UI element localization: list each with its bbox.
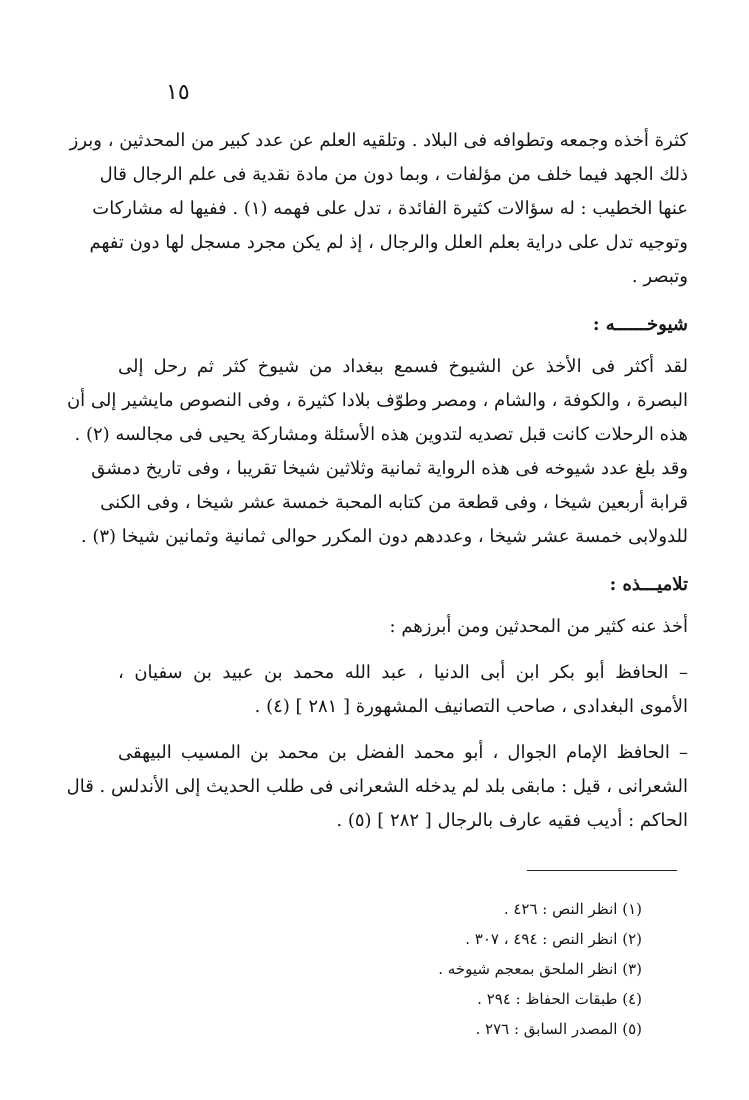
section-heading-talamidh: تلاميـــذه : bbox=[609, 574, 688, 595]
footnote-1: (١) انظر النص : ٤٢٦ . bbox=[503, 900, 642, 918]
footnote-2: (٢) انظر النص : ٤٩٤ ، ٣٠٧ . bbox=[465, 930, 642, 948]
footnote-3: (٣) انظر الملحق بمعجم شيوخه . bbox=[438, 960, 642, 978]
talamidh-intro: أخذ عنه كثير من المحدثين ومن أبرزهم : bbox=[389, 616, 688, 637]
student-entry-al-sharani bbox=[66, 736, 688, 838]
text-line: – الحافظ الإمام الجوال ، أبو محمد الفضل بن محمد بن المسيب البيهقى bbox=[118, 742, 688, 763]
text-line: البصرة ، والكوفة ، والشام ، ومصر وطوّف بلادا كثيرة ، وفى النصوص مايشير إلى أن bbox=[66, 390, 688, 411]
page-number: ١٥ bbox=[166, 80, 190, 105]
intro-paragraph bbox=[69, 124, 688, 294]
section-heading-shuyukh: شيوخــــــه : bbox=[592, 314, 688, 335]
text-line: عنها الخطيب : له سؤالات كثيرة الفائدة ، تدل على فهمه (١) . ففيها له مشاركات bbox=[92, 198, 688, 219]
text-line: هذه الرحلات كانت قبل تصديه لتدوين هذه الأسئلة ومشاركة يحيى فى مجالسه (٢) . bbox=[74, 424, 688, 445]
footnote-5: (٥) المصدر السابق : ٢٧٦ . bbox=[475, 1020, 642, 1038]
text-line: لقد أكثر فى الأخذ عن الشيوخ فسمع ببغداد من شيوخ كثر ثم رحل إلى bbox=[118, 356, 688, 377]
student-entry-ibn-abi-dunya bbox=[118, 656, 688, 724]
footnote-4: (٤) طبقات الحفاظ : ٢٩٤ . bbox=[477, 990, 642, 1008]
text-line: كثرة أخذه وجمعه وتطوافه فى البلاد . وتلقيه العلم عن عدد كبير من المحدثين ، وبرز bbox=[69, 130, 688, 151]
text-line: وتبصر . bbox=[631, 266, 688, 287]
text-line: الأموى البغدادى ، صاحب التصانيف المشهورة [ ٢٨١ ] (٤) . bbox=[254, 696, 688, 717]
text-line: ذلك الجهد فيما خلف من مؤلفات ، وبما دون من مادة نقدية فى علم الرجال قال bbox=[99, 164, 688, 185]
footnote-divider bbox=[527, 870, 677, 871]
shuyukh-paragraph bbox=[66, 350, 688, 554]
text-line: قرابة أربعين شيخا ، وفى قطعة من كتابه المحبة خمسة عشر شيخا ، وفى الكنى bbox=[100, 492, 688, 513]
text-line: وقد بلغ عدد شيوخه فى هذه الرواية ثمانية وثلاثين شيخا تقريبا ، وفى تاريخ دمشق bbox=[91, 458, 688, 479]
footnotes bbox=[380, 894, 642, 1044]
text-line: – الحافظ أبو بكر ابن أبى الدنيا ، عبد الله محمد بن عبيد بن سفيان ، bbox=[118, 662, 688, 683]
text-line: وتوجيه تدل على دراية بعلم العلل والرجال ، إذ لم يكن مجرد مسجل لها دون تفهم bbox=[89, 232, 688, 253]
main-text bbox=[66, 124, 688, 838]
text-line: للدولابى خمسة عشر شيخا ، وعددهم دون المكرر حوالى ثمانية وثمانين شيخا (٣) . bbox=[80, 526, 688, 547]
text-line: الشعرانى ، قيل : مابقى بلد لم يدخله الشعرانى فى طلب الحديث إلى الأندلس . قال bbox=[66, 776, 688, 797]
text-line: الحاكم : أديب فقيه عارف بالرجال [ ٢٨٢ ] (٥) . bbox=[336, 810, 688, 831]
